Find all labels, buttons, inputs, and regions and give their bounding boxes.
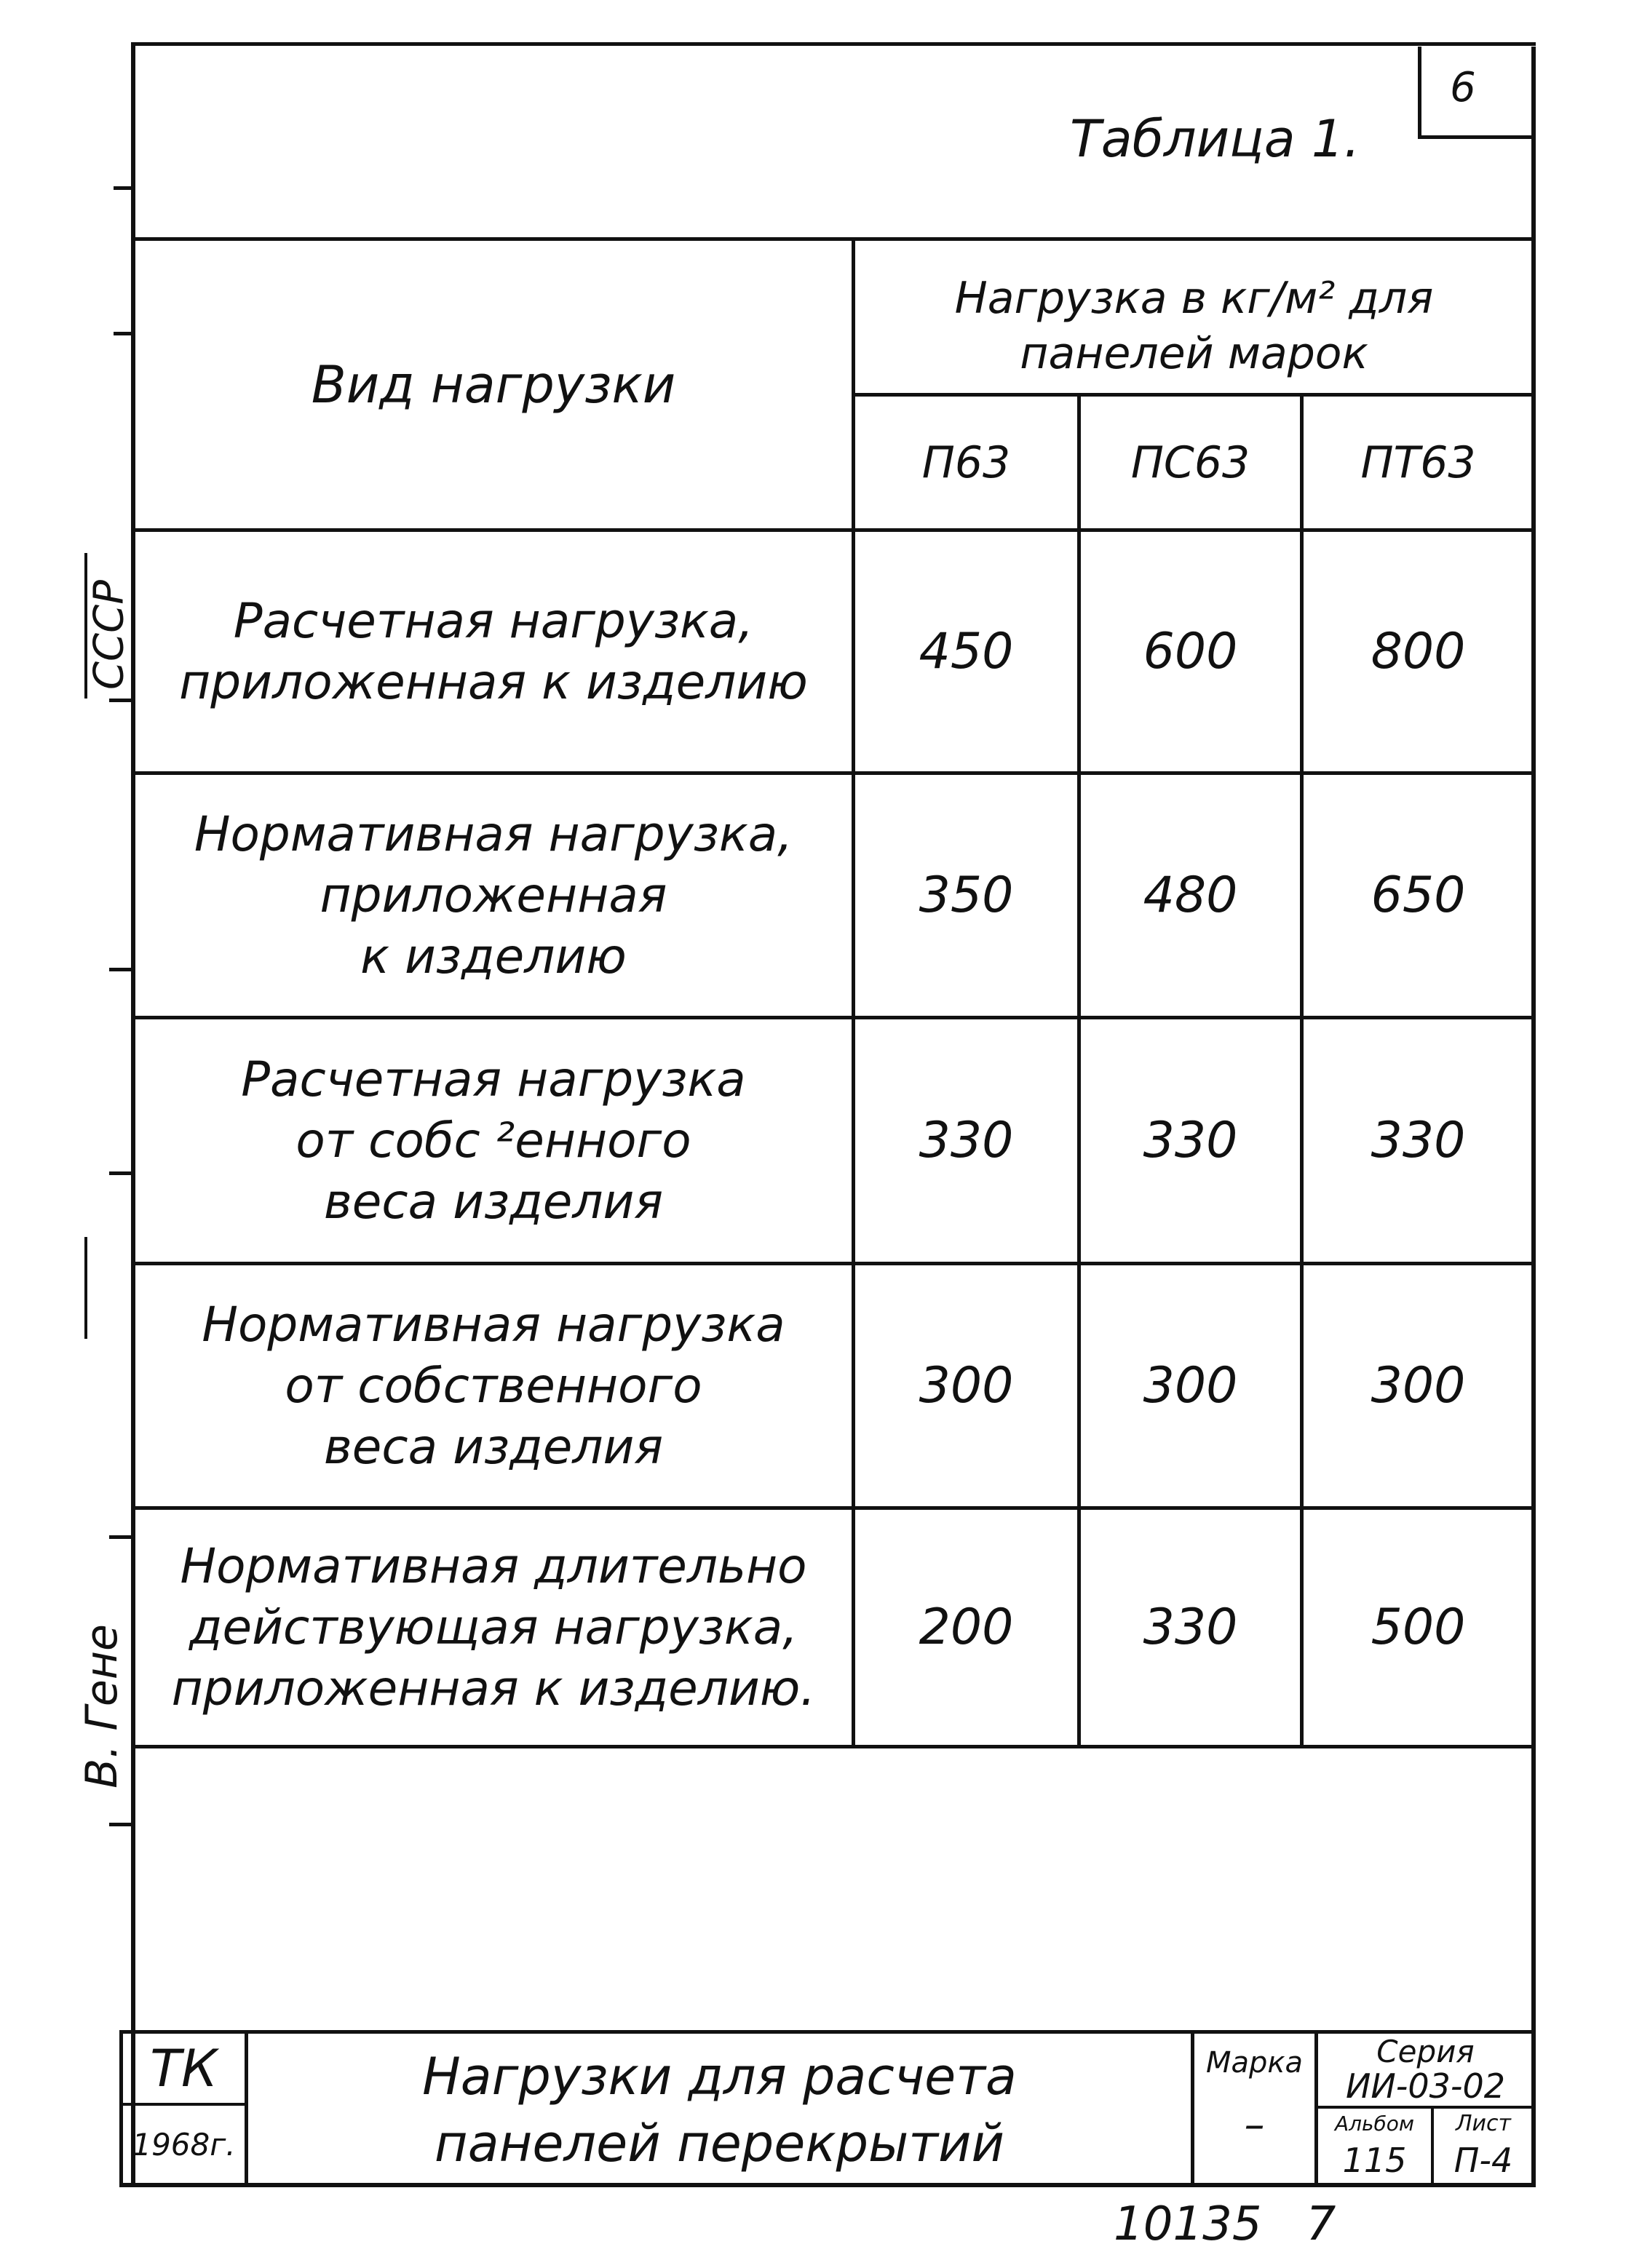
margin-tick	[114, 186, 135, 190]
table-line-row5	[131, 1745, 1533, 1748]
margin-tick	[114, 332, 135, 335]
row-value: 330	[1371, 1112, 1466, 1169]
margin-label-author: В. Гене	[76, 1624, 127, 1788]
margin-side-line	[84, 1237, 87, 1339]
row-value: 300	[919, 1357, 1014, 1414]
row-value: 300	[1371, 1357, 1466, 1414]
footer-note: 10135 7	[1114, 2197, 1336, 2251]
margin-tick	[109, 968, 135, 971]
margin-label-org: СССР	[85, 579, 133, 691]
margin-tick	[109, 1171, 135, 1175]
header-load-type: Вид нагрузки	[311, 354, 676, 415]
title-block-title: Нагрузки для расчета панелей перекрытий	[422, 2047, 1017, 2173]
title-block-series-label: Серия	[1376, 2033, 1475, 2069]
title-block-sheet-value: П-4	[1453, 2141, 1513, 2180]
row-value: 330	[1143, 1112, 1238, 1169]
frame-top-line	[131, 42, 1536, 46]
row-value: 300	[1143, 1357, 1238, 1414]
page-number: 6	[1450, 63, 1476, 111]
title-block-sheet-label: Лист	[1455, 2110, 1512, 2136]
title-block-series-value: ИИ-03-02	[1345, 2066, 1506, 2106]
page-number-box-left	[1418, 47, 1421, 138]
margin-tick	[109, 1535, 135, 1539]
title-block-marka-label: Марка	[1205, 2046, 1304, 2080]
title-block-album-value: 115	[1342, 2141, 1407, 2180]
row-value: 330	[1143, 1599, 1238, 1656]
row-value: 800	[1371, 623, 1466, 680]
row-value: 650	[1371, 867, 1466, 924]
row-value: 330	[919, 1112, 1014, 1169]
row-label: Нормативная нагрузка, приложенная к изделию	[194, 805, 793, 984]
table-title: Таблица 1.	[1070, 109, 1360, 169]
header-brand-pt63: ПТ63	[1360, 437, 1476, 488]
title-block-year: 1968г.	[132, 2127, 236, 2162]
row-value: 200	[919, 1599, 1014, 1656]
title-block-album-label: Альбом	[1334, 2111, 1415, 2136]
row-label: Нормативная длительно действующая нагрузка, приложенная к изделию.	[171, 1537, 816, 1716]
row-value: 600	[1143, 623, 1238, 680]
header-load-group: Нагрузка в кг/м² для панелей марок	[954, 272, 1434, 379]
header-brand-p63: П63	[921, 437, 1011, 488]
page-number-box-bottom	[1418, 135, 1534, 139]
row-label: Расчетная нагрузка, приложенная к изделию	[179, 592, 808, 710]
frame-bottom-line	[119, 2183, 1536, 2187]
title-block-marka-value: –	[1244, 2101, 1265, 2149]
row-value: 350	[919, 867, 1014, 924]
row-label: Расчетная нагрузка от собс ²енного веса изделия	[241, 1051, 746, 1230]
title-block-top	[119, 2030, 1536, 2034]
title-block-hline-org	[119, 2103, 247, 2106]
row-value: 450	[919, 623, 1014, 680]
row-label: Нормативная нагрузка от собственного веса изделия	[202, 1296, 785, 1475]
header-brand-ps63: ПС63	[1130, 437, 1250, 488]
row-value: 480	[1143, 867, 1238, 924]
row-value: 500	[1371, 1599, 1466, 1656]
title-block-org-code: ТК	[150, 2038, 218, 2098]
